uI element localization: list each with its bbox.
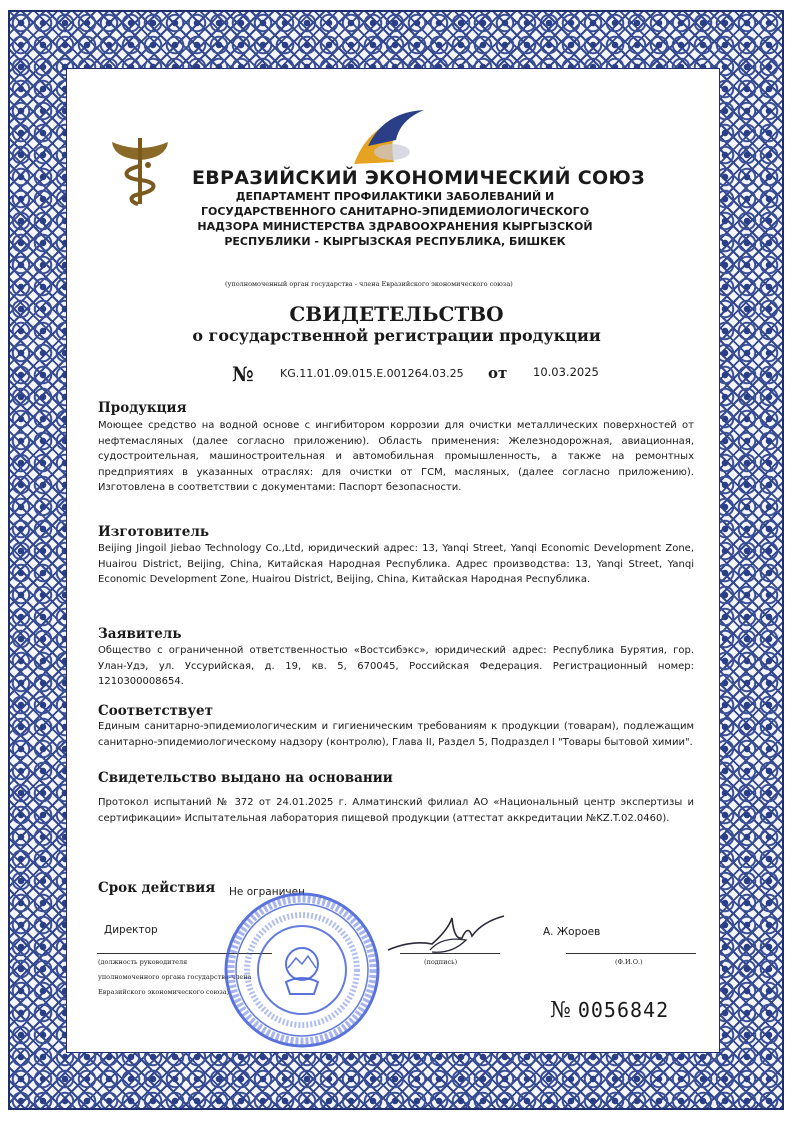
date-label: от	[488, 364, 508, 382]
department-line: ГОСУДАРСТВЕННОГО САНИТАРНО-ЭПИДЕМИОЛОГИЧЕСКОГО	[200, 205, 590, 218]
department-line: ДЕПАРТАМЕНТ ПРОФИЛАКТИКИ ЗАБОЛЕВАНИЙ И	[235, 190, 555, 203]
serial-sign: №	[550, 998, 571, 1023]
eaeu-logo-icon	[348, 106, 430, 168]
product-heading: Продукция	[98, 400, 187, 416]
official-stamp	[222, 890, 382, 1050]
authority-note: (уполномоченный орган государства - члена Евразийского экономического союза)	[225, 280, 513, 288]
health-emblem-icon	[108, 128, 172, 208]
validity-value: Не ограничен	[229, 886, 305, 898]
name-caption: (Ф.И.О.)	[615, 958, 643, 966]
validity-label: Срок действия	[98, 880, 216, 896]
registration-number: KG.11.01.09.015.E.001264.03.25	[280, 367, 464, 380]
basis-text: Протокол испытаний № 372 от 24.01.2025 г. Алматинский филиал АО «Национальный центр экспертизы и сертификации» Испытательная лаборатория пищевой продукции (аттестат аккредитации №KZ.T.02.0460).	[98, 797, 694, 824]
position-caption-line: (должность руководителя	[98, 958, 188, 966]
name-rule	[566, 953, 696, 954]
applicant-text: Общество с ограниченной ответственностью «Востсибэкс», юридический адрес: Республика Бурятия, гор. Улан-Удэ, ул. Уссурийская, д. 19, кв. 5, 670045, Российская Федерация. Регистрационный номер: 1210300008654.	[98, 645, 694, 687]
manufacturer-heading: Изготовитель	[98, 524, 210, 540]
handwritten-signature	[382, 910, 512, 970]
basis-heading: Свидетельство выдано на основании	[98, 770, 393, 786]
position-caption-line: уполномоченного органа государства-члена	[98, 973, 252, 981]
conforms-heading: Соответствует	[98, 703, 214, 719]
signature-caption: (подпись)	[424, 958, 458, 966]
department-line: НАДЗОРА МИНИСТЕРСТВА ЗДРАВООХРАНЕНИЯ КЫРГЫЗСКОЙ	[197, 220, 593, 233]
serial-block	[550, 998, 669, 1023]
manufacturer-text: Beijing Jingoil Jiebao Technology Co.,Ltd, юридический адрес: 13, Yanqi Street, Yanqi Economic Development Zone, Huairou District, Beijing, China, Китайская Народная Республика. Адрес производства: 13, Yanqi Street, Yanqi Economic Development Zone, Huairou District, Beijing, China, Китайская Народная Республика.	[98, 543, 694, 585]
signatory-position: Директор	[104, 924, 158, 936]
applicant-heading: Заявитель	[98, 626, 182, 642]
certificate-subtitle: о государственной регистрации продукции	[192, 326, 601, 345]
number-sign: №	[232, 362, 254, 386]
department-line: РЕСПУБЛИКИ - КЫРГЫЗСКАЯ РЕСПУБЛИКА, БИШКЕК	[224, 235, 566, 248]
department-name	[190, 189, 600, 249]
serial-number: 0056842	[577, 998, 670, 1022]
conforms-text: Единым санитарно-эпидемиологическим и гигиеническим требованиям к продукции (товарам), подлежащим санитарно-эпидемиологическому надзору (контролю), Глава II, Раздел 5, Подраздел I "Товары бытовой химии".	[98, 721, 694, 748]
signatory-name: А. Жороев	[543, 926, 601, 938]
position-caption-line: Евразийского экономического союза)	[98, 988, 230, 996]
union-title: ЕВРАЗИЙСКИЙ ЭКОНОМИЧЕСКИЙ СОЮЗ	[192, 167, 645, 189]
product-text: Моющее средство на водной основе с ингибитором коррозии для очистки металлических поверхностей от нефтемасляных (далее согласно приложению). Область применения: Железнодорожная, авиационная, судостроительная, машиностроительная и автомобильная промышленность, а также на ремонтных предприятиях в указанных отраслях: для очистки от ГСМ, масляных, (далее согласно приложению). Изготовлена в соответствии с документами: Паспорт безопасности.	[98, 420, 694, 493]
certificate-title: СВИДЕТЕЛЬСТВО	[289, 302, 504, 326]
registration-date: 10.03.2025	[533, 365, 599, 379]
